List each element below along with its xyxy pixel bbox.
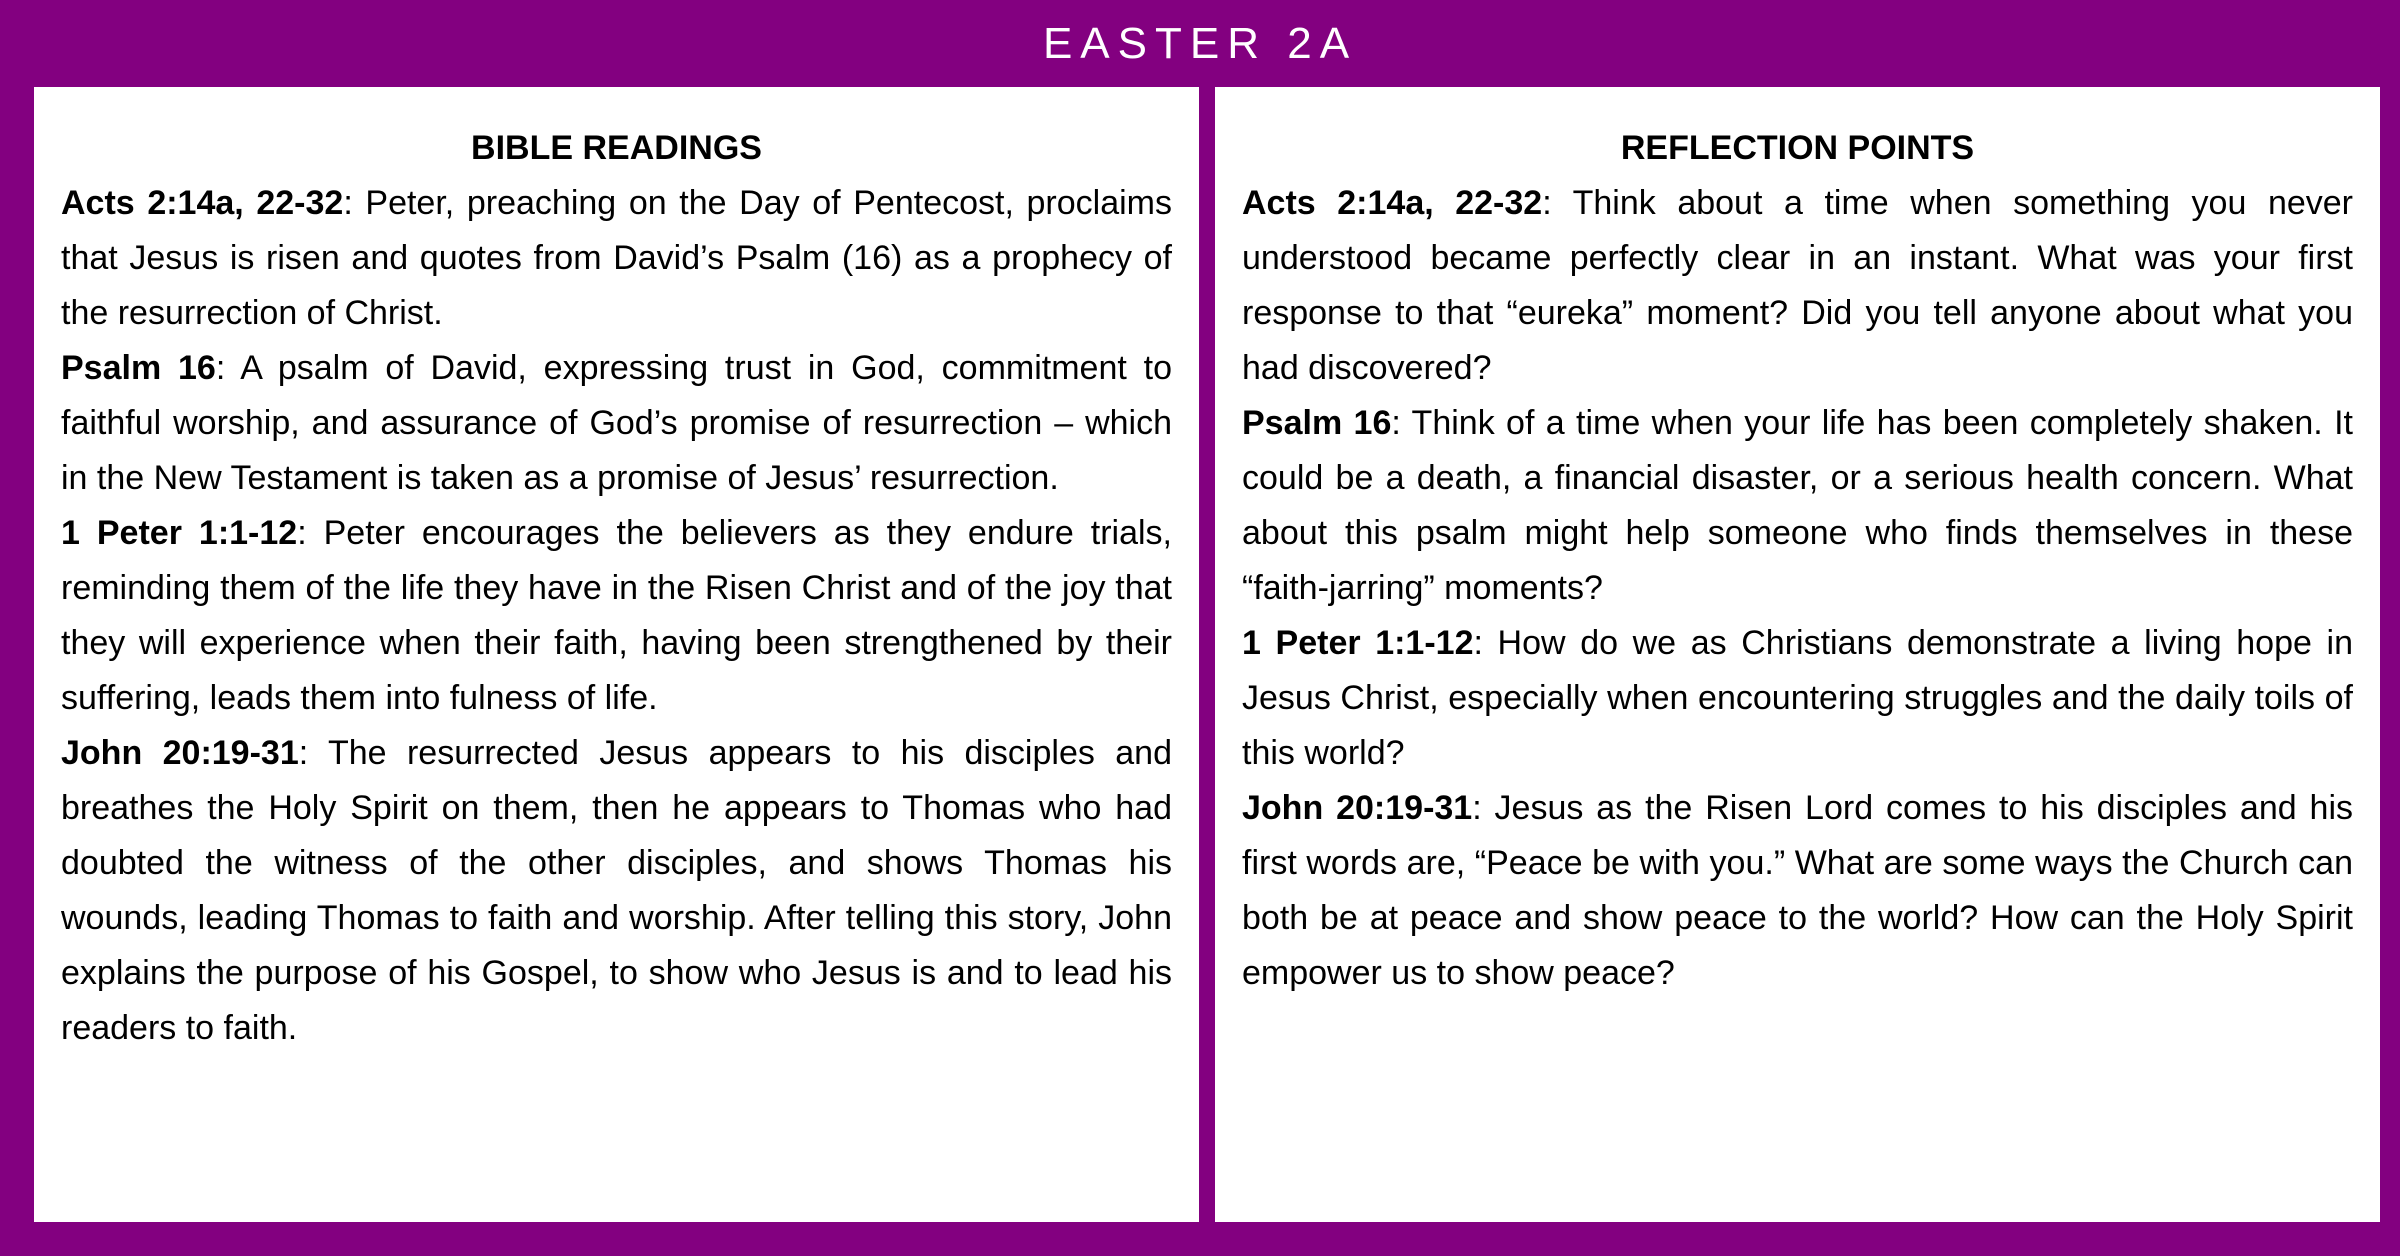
reflection-text: : Think of a time when your life has been completely shaken. It could be a death, a financial disaster, or a serious health concern. What about this psalm might help someone who finds themselves in these “faith-jarring” moments? bbox=[1242, 404, 2353, 607]
reading-ref: Psalm 16 bbox=[61, 349, 216, 387]
reading-text: : Peter encourages the believers as they endure trials, reminding them of the life they have in the Risen Christ and of the joy that they will experience when their faith, having been strengthened by their suffering, leads them into fulness of life. bbox=[61, 514, 1173, 717]
reflection-text: : Think about a time when something you never understood became perfectly clear in an instant. What was your first response to that “eureka” moment? Did you tell anyone about what you had discovered? bbox=[1242, 184, 2353, 387]
header-bar bbox=[0, 0, 2400, 87]
bible-readings-panel bbox=[34, 87, 1199, 1222]
reading-ref: Acts 2:14a, 22-32 bbox=[61, 184, 344, 222]
bible-readings-heading: BIBLE READINGS bbox=[471, 129, 762, 167]
reflection-points-panel bbox=[1215, 87, 2380, 1222]
reflection-points-heading: REFLECTION POINTS bbox=[1620, 129, 1975, 167]
reflection-ref: Psalm 16 bbox=[1242, 404, 1392, 442]
reflection-text: : Jesus as the Risen Lord comes to his disciples and his first words are, “Peace be with you.” What are some ways the Church can both be at peace and show peace to the world? How can the Holy Spirit empower us to show peace? bbox=[1242, 789, 2353, 992]
reflection-entry-acts bbox=[1242, 176, 2353, 396]
reflection-text: : How do we as Christians demonstrate a living hope in Jesus Christ, especially when encountering struggles and the daily toils of this world? bbox=[1242, 624, 2353, 772]
reading-text: : The resurrected Jesus appears to his disciples and breathes the Holy Spirit on them, then he appears to Thomas who had doubted the witness of the other disciples, and shows Thomas his wounds, leading Thomas to faith and worship. After telling this story, John explains the purpose of his Gospel, to show who Jesus is and to lead his readers to faith. bbox=[61, 734, 1172, 1047]
reflection-ref: Acts 2:14a, 22-32 bbox=[1242, 184, 1543, 222]
reading-ref: 1 Peter 1:1-12 bbox=[61, 514, 298, 552]
reading-entry-acts bbox=[61, 176, 1172, 341]
reflection-ref: John 20:19-31 bbox=[1242, 789, 1473, 827]
reflection-entry-1-peter bbox=[1242, 616, 2353, 781]
reading-text: : A psalm of David, expressing trust in God, commitment to faithful worship, and assurance of God’s promise of resurrection – which in the New Testament is taken as a promise of Jesus’ resurrection. bbox=[61, 349, 1172, 497]
reading-entry-john bbox=[61, 726, 1172, 1056]
reflection-ref: 1 Peter 1:1-12 bbox=[1242, 624, 1474, 662]
reflection-entry-john bbox=[1242, 781, 2353, 1001]
reading-ref: John 20:19-31 bbox=[61, 734, 299, 772]
page-title: EASTER 2A bbox=[1042, 18, 1358, 68]
reading-text: : Peter, preaching on the Day of Pentecost, proclaims that Jesus is risen and quotes from David’s Psalm (16) as a prophecy of the resurrection of Christ. bbox=[61, 184, 1173, 332]
reflection-entry-psalm bbox=[1242, 396, 2353, 616]
reading-entry-1-peter bbox=[61, 506, 1172, 726]
reading-entry-psalm bbox=[61, 341, 1172, 506]
